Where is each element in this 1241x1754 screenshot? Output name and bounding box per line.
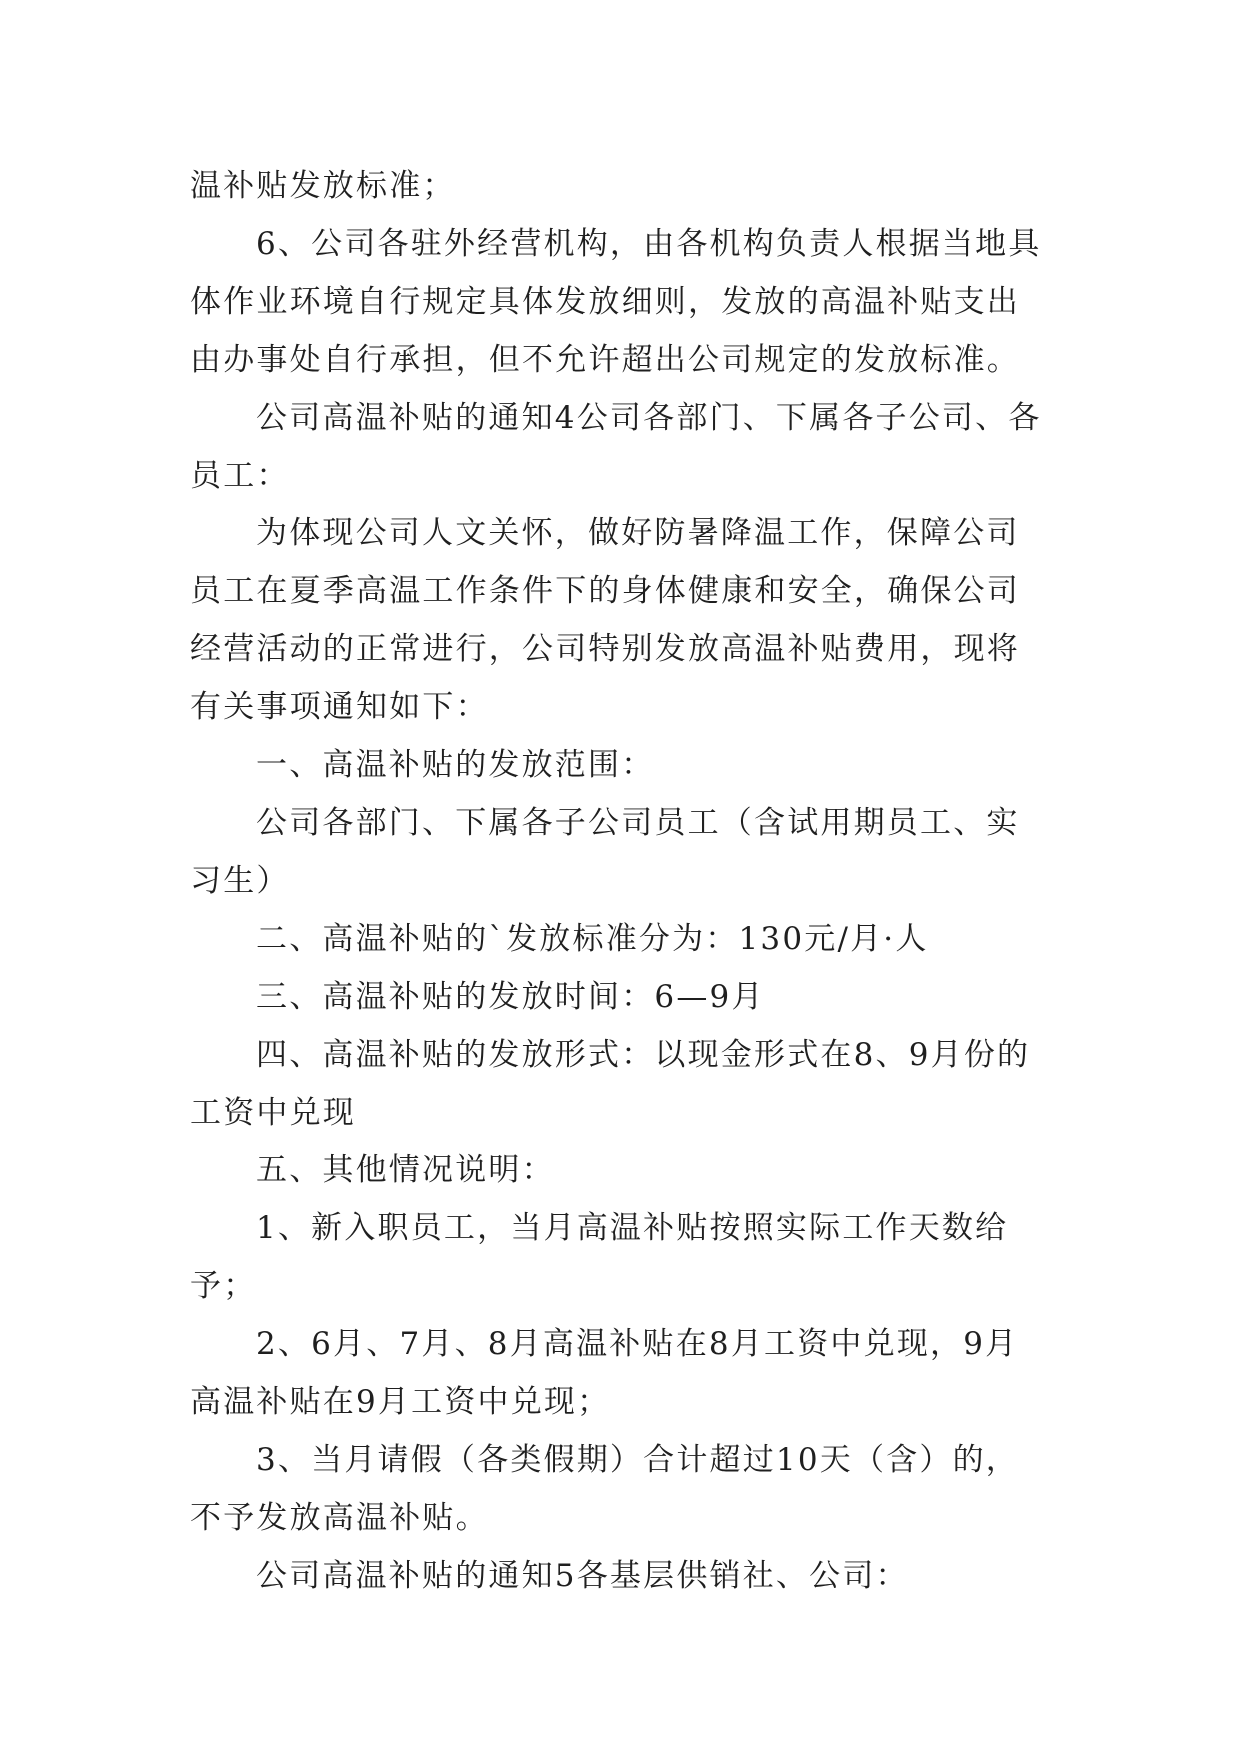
- paragraph-2: 6、公司各驻外经营机构，由各机构负责人根据当地具体作业环境自行规定具体发放细则，发放的高温补贴支出由办事处自行承担，但不允许超出公司规定的发放标准。: [190, 225, 1042, 378]
- paragraph-5: 一、高温补贴的发放范围：: [256, 747, 655, 784]
- paragraph-7: 二、高温补贴的`发放标准分为：130元/月·人: [256, 920, 929, 957]
- paragraph-13: 3、当月请假（各类假期）合计超过10天（含）的，不予发放高温补贴。: [190, 1441, 1019, 1536]
- paragraph-10: 五、其他情况说明：: [256, 1152, 555, 1189]
- paragraph-1: 温补贴发放标准；: [190, 168, 456, 204]
- paragraph-9: 四、高温补贴的发放形式：以现金形式在8、9月份的工资中兑现: [190, 1036, 1031, 1131]
- paragraph-3: 公司高温补贴的通知4公司各部门、下属各子公司、各员工：: [190, 399, 1042, 494]
- document-body: [190, 158, 1050, 1606]
- paragraph-4: 为体现公司人文关怀，做好防暑降温工作，保障公司员工在夏季高温工作条件下的身体健康和安全，确保公司经营活动的正常进行，公司特别发放高温补贴费用，现将有关事项通知如下：: [190, 515, 1020, 726]
- paragraph-12: 2、6月、7月、8月高温补贴在8月工资中兑现，9月高温补贴在9月工资中兑现；: [190, 1326, 1019, 1421]
- paragraph-14: 公司高温补贴的通知5各基层供销社、公司：: [256, 1557, 909, 1594]
- paragraph-6: 公司各部门、下属各子公司员工（含试用期员工、实习生）: [190, 804, 1020, 899]
- paragraph-8: 三、高温补贴的发放时间：6—9月: [256, 978, 765, 1015]
- paragraph-11: 1、新入职员工，当月高温补贴按照实际工作天数给予；: [190, 1210, 1009, 1305]
